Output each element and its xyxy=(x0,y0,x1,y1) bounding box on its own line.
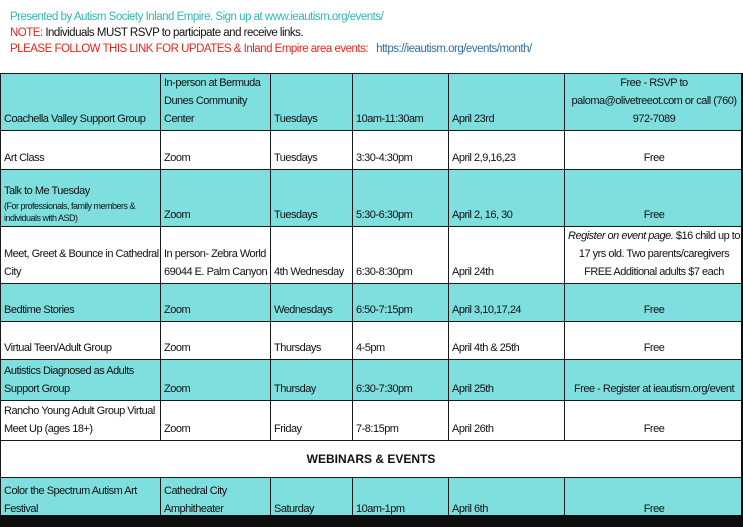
event-time: 10am-11:30am xyxy=(353,74,449,131)
event-time: 10am-1pm xyxy=(353,478,449,521)
event-time: 6:30-8:30pm xyxy=(353,227,449,284)
event-name: Talk to Me Tuesday xyxy=(4,185,90,197)
event-day: Thursday xyxy=(271,360,353,401)
event-fee: Free xyxy=(565,170,742,227)
event-day: Tuesdays xyxy=(271,131,353,170)
event-fee: $16 child up to 17 yrs old. Two parents/caregivers FREE Additional adults $7 each xyxy=(578,230,740,278)
event-fee-cell xyxy=(565,227,742,284)
event-dates: April 24th xyxy=(449,227,565,284)
table-row xyxy=(1,74,742,131)
section-heading-row xyxy=(1,441,742,478)
note-label: NOTE: xyxy=(10,27,43,39)
event-dates: April 2,9,16,23 xyxy=(449,131,565,170)
table-row xyxy=(1,170,742,227)
event-location: Zoom xyxy=(161,401,271,441)
event-name: Virtual Teen/Adult Group xyxy=(1,322,161,360)
updates-line xyxy=(10,41,743,57)
webinars-events-heading: WEBINARS & EVENTS xyxy=(1,441,742,478)
event-day: Tuesdays xyxy=(271,74,353,131)
event-time: 6:30-7:30pm xyxy=(353,360,449,401)
event-location: Cathedral City Amphitheater xyxy=(161,478,271,521)
event-day: Saturday xyxy=(271,478,353,521)
event-time: 6:50-7:15pm xyxy=(353,284,449,322)
rsvp-note-line xyxy=(10,25,743,41)
event-dates: April 3,10,17,24 xyxy=(449,284,565,322)
event-dates: April 23rd xyxy=(449,74,565,131)
event-day: 4th Wednesday xyxy=(271,227,353,284)
event-location: Zoom xyxy=(161,170,271,227)
event-name: Meet, Greet & Bounce in Cathedral City xyxy=(1,227,161,284)
event-fee: Free xyxy=(565,284,742,322)
event-name: Rancho Young Adult Group Virtual Meet Up (ages 18+) xyxy=(1,401,161,441)
event-dates: April 4th & 25th xyxy=(449,322,565,360)
event-day: Friday xyxy=(271,401,353,441)
event-fee: Free - Register at ieautism.org/event xyxy=(565,360,742,401)
event-fee: Free xyxy=(565,478,742,521)
event-dates: April 25th xyxy=(449,360,565,401)
event-time: 3:30-4:30pm xyxy=(353,131,449,170)
event-day: Tuesdays xyxy=(271,170,353,227)
flyer-header xyxy=(0,0,743,73)
table-row xyxy=(1,284,742,322)
table-row xyxy=(1,401,742,441)
event-location: Zoom xyxy=(161,360,271,401)
event-audience-note: (For professionals, family members & individuals with ASD) xyxy=(4,201,136,223)
event-dates: April 26th xyxy=(449,401,565,441)
event-location: In-person at Bermuda Dunes Community Center xyxy=(161,74,271,131)
event-name-cell xyxy=(1,170,161,227)
note-text: Individuals MUST RSVP to participate and receive links. xyxy=(42,27,304,39)
event-fee: Free xyxy=(565,131,742,170)
event-fee: Free xyxy=(565,322,742,360)
event-time: 7-8:15pm xyxy=(353,401,449,441)
schedule-table xyxy=(0,73,742,521)
event-name: Art Class xyxy=(1,131,161,170)
event-location: Zoom xyxy=(161,284,271,322)
event-location: In person- Zebra World 69044 E. Palm Canyon xyxy=(161,227,271,284)
table-row xyxy=(1,227,742,284)
bottom-edge-bar xyxy=(0,515,743,527)
event-dates: April 6th xyxy=(449,478,565,521)
event-fee: Free - RSVP to paloma@olivetreeot.com or call (760) 972-7089 xyxy=(565,74,742,131)
event-day: Wednesdays xyxy=(271,284,353,322)
event-location: Zoom xyxy=(161,131,271,170)
event-name: Color the Spectrum Autism Art Festival xyxy=(1,478,161,521)
event-dates: April 2, 16, 30 xyxy=(449,170,565,227)
events-month-link[interactable]: https://ieautism.org/events/month/ xyxy=(376,43,532,55)
table-row xyxy=(1,131,742,170)
updates-text: PLEASE FOLLOW THIS LINK FOR UPDATES & Inland Empire area events: xyxy=(10,43,369,55)
event-day: Thursdays xyxy=(271,322,353,360)
event-name: Bedtime Stories xyxy=(1,284,161,322)
register-note: Register on event page. xyxy=(568,230,674,242)
event-location: Zoom xyxy=(161,322,271,360)
event-time: 5:30-6:30pm xyxy=(353,170,449,227)
event-time: 4-5pm xyxy=(353,322,449,360)
event-name: Autistics Diagnosed as Adults Support Group xyxy=(1,360,161,401)
table-row xyxy=(1,360,742,401)
event-name: Coachella Valley Support Group xyxy=(1,74,161,131)
presented-by-line: Presented by Autism Society Inland Empire. Sign up at www.ieautism.org/events/ xyxy=(10,11,384,23)
table-row xyxy=(1,322,742,360)
event-fee: Free xyxy=(565,401,742,441)
